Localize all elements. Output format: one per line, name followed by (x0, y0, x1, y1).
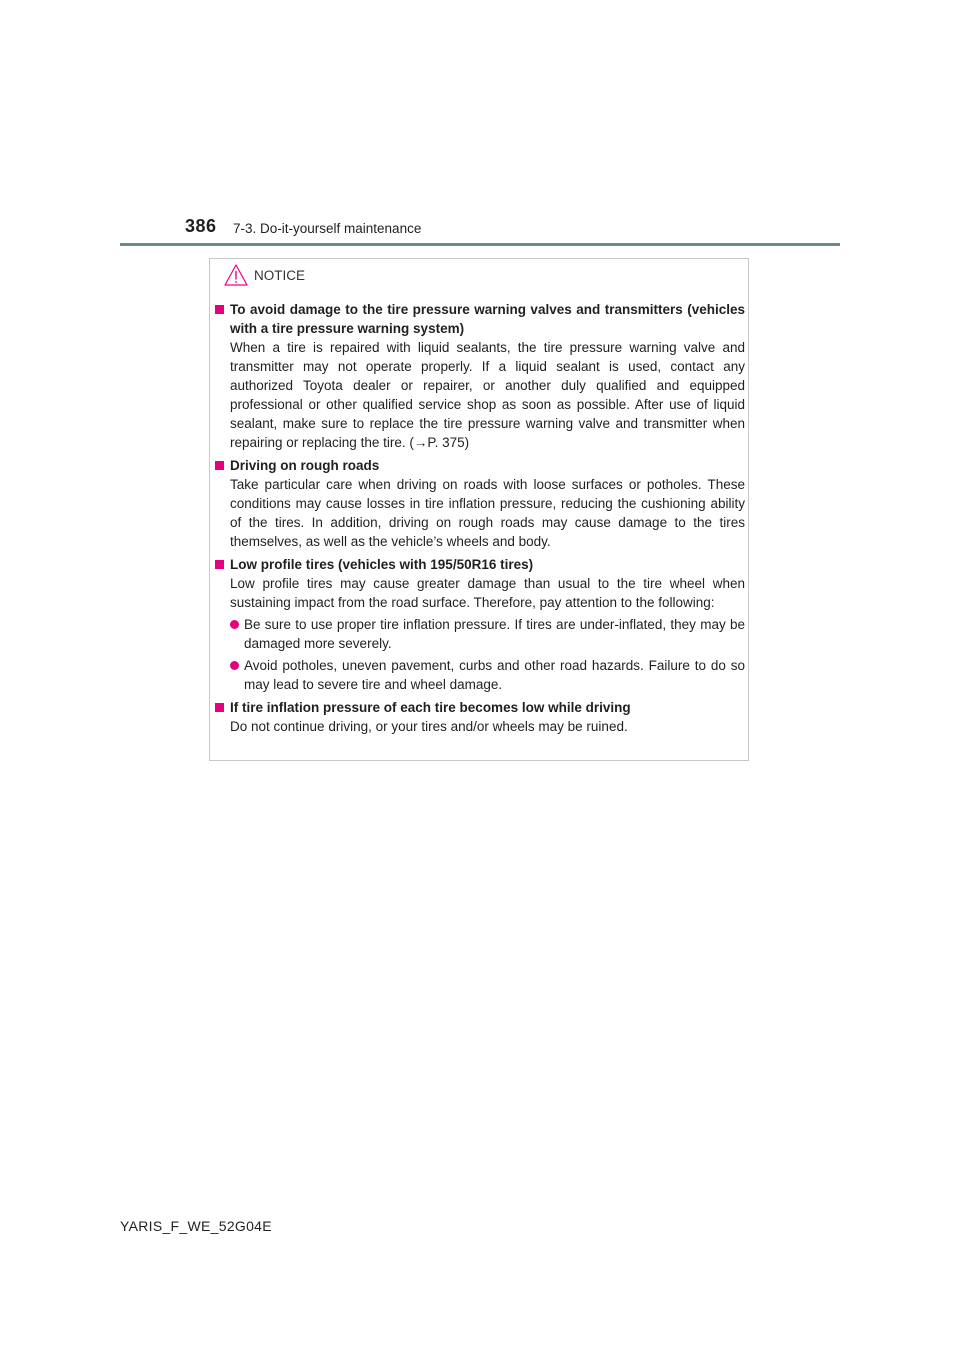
notice-label: NOTICE (254, 267, 306, 283)
notice-item (215, 698, 745, 736)
notice-item (215, 300, 745, 452)
square-bullet-icon (215, 305, 224, 314)
item-body: Do not continue driving, or your tires and/or wheels may be ruined. (230, 719, 628, 734)
item-body: Take particular care when driving on roads with loose surfaces or potholes. These conditions may cause losses in tire inflation pressure, reducing the cushioning ability of the tires. In addition, driving on rough roads may cause damage to the tires themselves, as well as the vehicle’s wheels and body. (230, 477, 745, 549)
notice-header (224, 262, 305, 288)
warning-triangle-icon (224, 264, 248, 286)
square-bullet-icon (215, 461, 224, 470)
header-rule (120, 243, 840, 246)
item-title-text: Low profile tires (vehicles with 195/50R16 tires) (230, 557, 534, 572)
item-title (215, 698, 745, 717)
notice-content (215, 300, 745, 740)
dot-bullet-icon (230, 661, 239, 670)
sub-bullet-text: Be sure to use proper tire inflation pressure. If tires are under-inflated, they may be damaged more severely. (244, 617, 745, 651)
section-title: 7-3. Do-it-yourself maintenance (233, 221, 422, 236)
dot-bullet-icon (230, 620, 239, 629)
notice-box (209, 258, 749, 761)
sub-bullet-item (215, 656, 745, 694)
page-number: 386 (185, 216, 217, 236)
square-bullet-icon (215, 560, 224, 569)
item-title (215, 300, 745, 338)
item-title-text: To avoid damage to the tire pressure warning valves and transmitters (vehicles with a tire pressure warning system) (230, 302, 745, 336)
item-title (215, 555, 745, 574)
item-title (215, 456, 745, 475)
sub-bullet-item (215, 615, 745, 653)
item-body: Low profile tires may cause greater damage than usual to the tire wheel when sustaining impact from the road surface. Therefore, pay attention to the following: (230, 576, 745, 610)
footer-code: YARIS_F_WE_52G04E (120, 1218, 272, 1234)
sub-bullet-text: Avoid potholes, uneven pavement, curbs and other road hazards. Failure to do so may lead to severe tire and wheel damage. (244, 658, 745, 692)
item-title-text: If tire inflation pressure of each tire becomes low while driving (230, 700, 631, 715)
square-bullet-icon (215, 703, 224, 712)
notice-item (215, 456, 745, 551)
item-body: When a tire is repaired with liquid sealants, the tire pressure warning valve and transmitter may not operate properly. If a liquid sealant is used, contact any authorized Toyota dealer or repairer, or another duly qualified and equipped professional or other qualified service shop as soon as possible. After use of liquid sealant, make sure to replace the tire pressure warning valve and transmitter when repairing or replacing the tire. (→P. 375) (230, 340, 745, 450)
notice-item (215, 555, 745, 694)
item-title-text: Driving on rough roads (230, 458, 380, 473)
